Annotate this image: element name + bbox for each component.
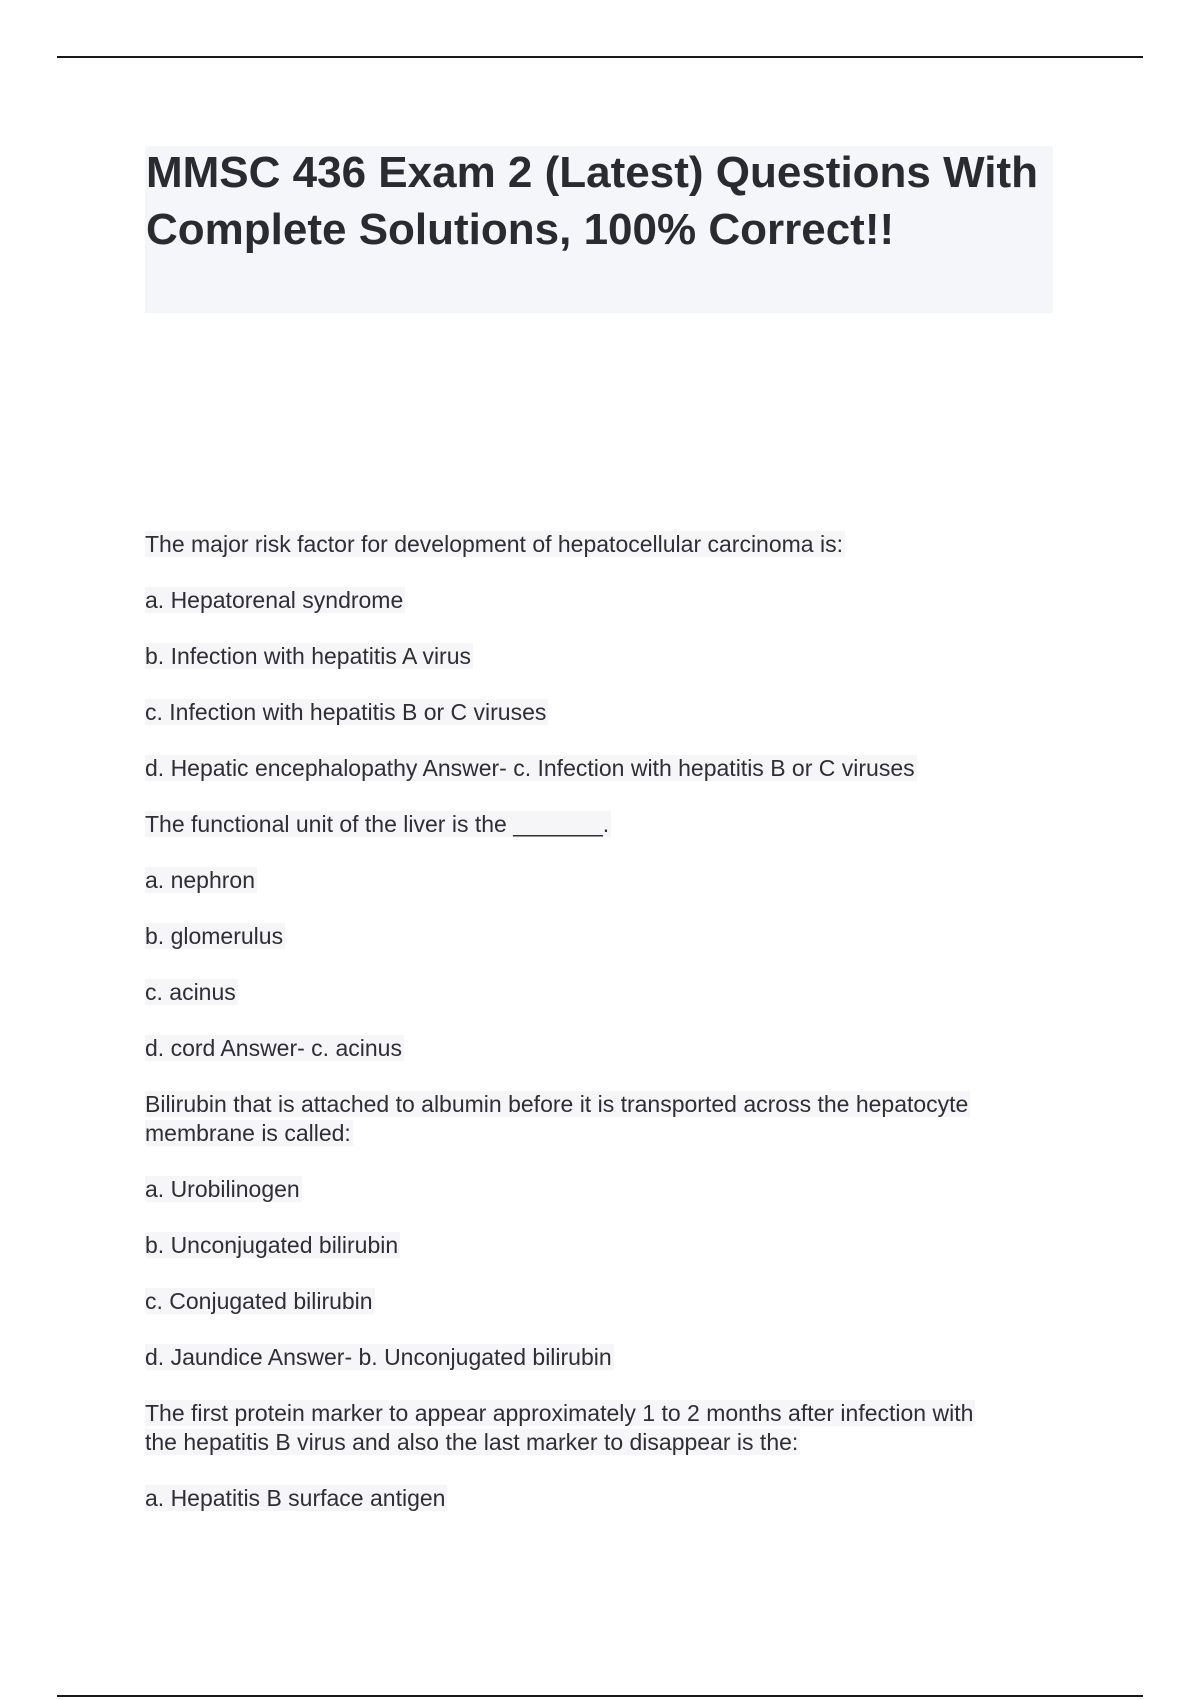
question-4-text-line-1: The first protein marker to appear approximately 1 to 2 months after infection with [145, 1400, 974, 1426]
question-1-text: The major risk factor for development of hepatocellular carcinoma is: [145, 531, 843, 557]
bottom-rule [57, 1695, 1143, 1697]
document-title: MMSC 436 Exam 2 (Latest) Questions With Complete Solutions, 100% Correct!! [146, 148, 1039, 254]
question-2-text: The functional unit of the liver is the _______. [145, 811, 610, 837]
question-3-option-d-answer: d. Jaundice Answer- b. Unconjugated bilirubin [145, 1344, 612, 1370]
top-rule [57, 56, 1143, 58]
question-3-option-b: b. Unconjugated bilirubin [145, 1232, 399, 1258]
question-4-text-line-2: the hepatitis B virus and also the last marker to disappear is the: [145, 1429, 799, 1455]
question-3-text-line-1: Bilirubin that is attached to albumin before it is transported across the hepatocyte [145, 1091, 969, 1117]
question-3-option-a: a. Urobilinogen [145, 1176, 300, 1202]
question-1-option-b: b. Infection with hepatitis A virus [145, 643, 472, 669]
question-2-option-a: a. nephron [145, 867, 255, 893]
question-1-option-c: c. Infection with hepatitis B or C viruses [145, 699, 547, 725]
question-2-option-c: c. acinus [145, 979, 236, 1005]
question-3-option-c: c. Conjugated bilirubin [145, 1288, 373, 1314]
question-4-option-a: a. Hepatitis B surface antigen [145, 1485, 446, 1511]
question-1-option-a: a. Hepatorenal syndrome [145, 587, 404, 613]
question-2-option-d-answer: d. cord Answer- c. acinus [145, 1035, 402, 1061]
document-body [145, 530, 1045, 1540]
question-3-text-line-2: membrane is called: [145, 1120, 351, 1146]
question-2-option-b: b. glomerulus [145, 923, 284, 949]
question-1-option-d-answer: d. Hepatic encephalopathy Answer- c. Infection with hepatitis B or C viruses [145, 755, 915, 781]
